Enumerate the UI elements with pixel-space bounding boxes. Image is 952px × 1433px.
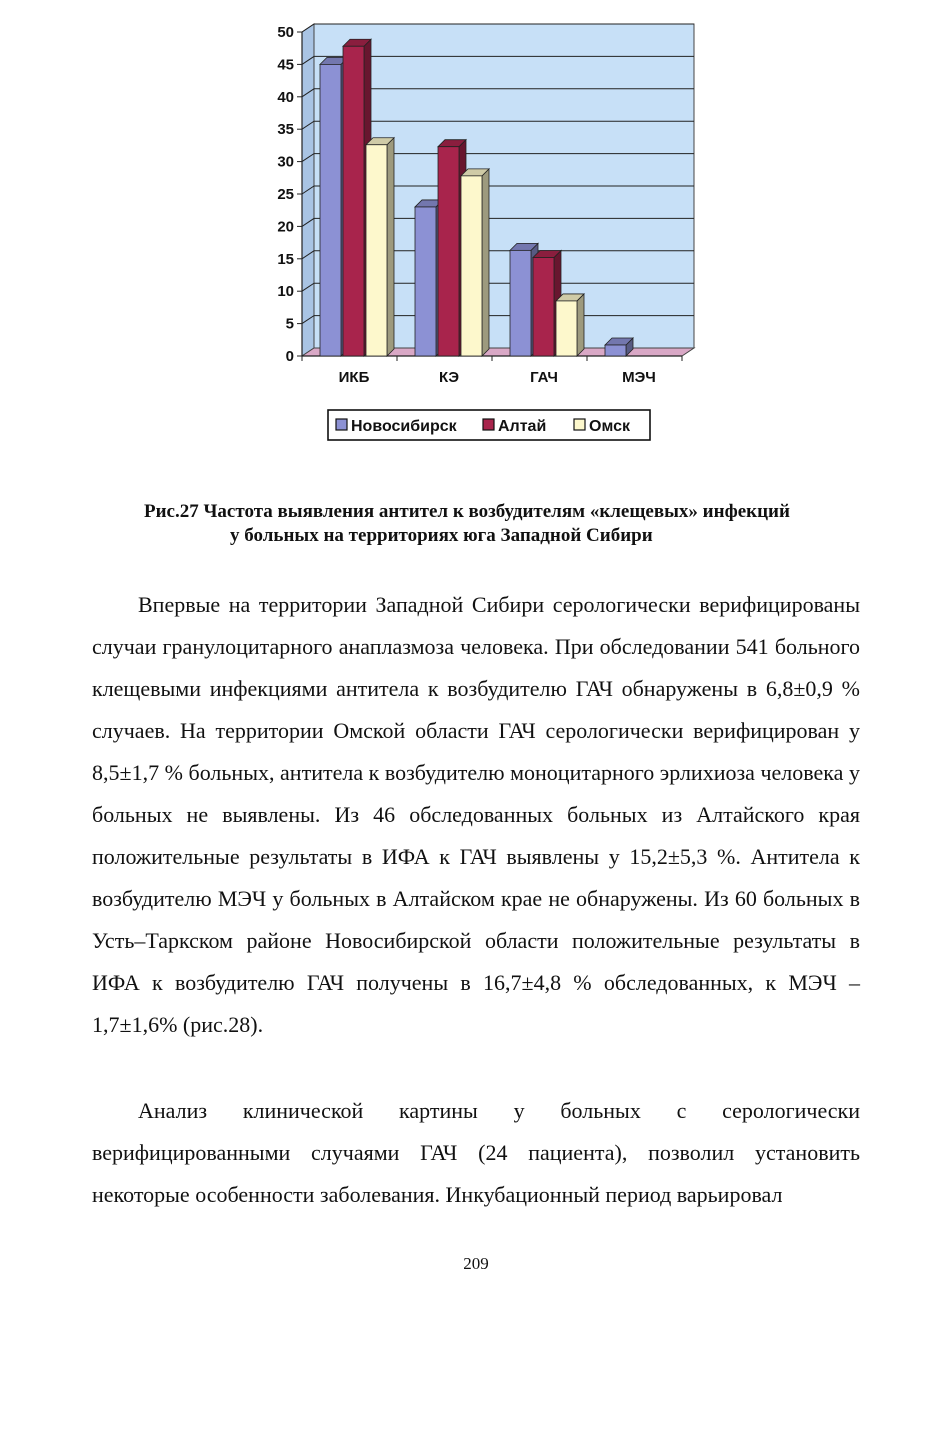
y-tick-label: 15 bbox=[277, 250, 294, 268]
legend-swatch bbox=[336, 419, 347, 430]
bar-front bbox=[533, 258, 554, 356]
legend-swatch bbox=[483, 419, 494, 430]
y-tick-label: 10 bbox=[277, 283, 294, 301]
paragraph-2: Анализ клинической картины у больных с серологически верифицированными случаями ГАЧ (24 пациента), позволил установить некоторые особенности заболевания. Инкубационный период варьировал bbox=[92, 1098, 860, 1207]
y-tick-label: 0 bbox=[285, 348, 294, 365]
caption-line-1: Рис.27 Частота выявления антител к возбудителям «клещевых» инфекций bbox=[144, 501, 790, 522]
bar bbox=[605, 338, 633, 356]
bar bbox=[461, 169, 489, 356]
y-tick-label: 45 bbox=[277, 56, 294, 74]
bar bbox=[556, 294, 584, 356]
legend-item bbox=[336, 418, 458, 435]
y-tick-label: 20 bbox=[277, 218, 294, 236]
legend-label: Омск bbox=[589, 418, 630, 435]
bar-side bbox=[482, 169, 489, 356]
legend-swatch bbox=[574, 419, 585, 430]
bar-front bbox=[438, 147, 459, 356]
y-tick-label: 50 bbox=[277, 24, 294, 41]
legend bbox=[328, 410, 650, 440]
bar-chart bbox=[262, 20, 722, 450]
legend-label: Алтай bbox=[498, 418, 547, 435]
bar-front bbox=[415, 207, 436, 356]
x-tick-label: ГАЧ bbox=[530, 369, 558, 386]
x-tick-label: ИКБ bbox=[338, 369, 370, 386]
bar-front bbox=[605, 345, 626, 356]
bar-side bbox=[387, 138, 394, 356]
caption-line-2: у больных на территориях юга Западной Сибири bbox=[230, 525, 653, 546]
y-tick-label: 30 bbox=[277, 153, 294, 171]
bar-front bbox=[320, 64, 341, 356]
y-tick-label: 35 bbox=[277, 121, 294, 139]
y-tick-label: 5 bbox=[285, 315, 294, 333]
bar bbox=[366, 138, 394, 356]
bar-front bbox=[556, 301, 577, 356]
paragraph-1: Впервые на территории Западной Сибири серологически верифицированы случаи гранулоцитарного анаплазмоза человека. При обследовании 541 больного клещевыми инфекциями антитела к возбудителю ГАЧ обнаружены в 6,8±0,9 % случаев. На территории Омской области ГАЧ серологически верифицирован у 8,5±1,7 % больных, антитела к возбудителю моноцитарного эрлихиоза человека у больных не выявлены. Из 46 обследованных больных из Алтайского края положительные результаты в ИФА к ГАЧ выявлены у 15,2±5,3 %. Антитела к возбудителю МЭЧ у больных в Алтайском крае не обнаружены. Из 60 больных в Усть–Таркском районе Новосибирской области положительные результаты в ИФА к возбудителю ГАЧ получены в 16,7±4,8 % обследованных, к МЭЧ – 1,7±1,6% (рис.28). bbox=[92, 592, 860, 1037]
figure-caption bbox=[100, 500, 900, 548]
page-number: 209 bbox=[463, 1254, 489, 1273]
bar-front bbox=[510, 250, 531, 356]
y-tick-label: 25 bbox=[277, 186, 294, 203]
x-tick-label: МЭЧ bbox=[622, 369, 656, 386]
bar-front bbox=[343, 46, 364, 356]
y-tick-label: 40 bbox=[277, 88, 294, 106]
bar-front bbox=[366, 145, 387, 356]
bar-front bbox=[461, 176, 482, 356]
x-tick-label: КЭ bbox=[438, 369, 460, 386]
bar-side bbox=[577, 294, 584, 356]
legend-label: Новосибирск bbox=[351, 418, 457, 435]
